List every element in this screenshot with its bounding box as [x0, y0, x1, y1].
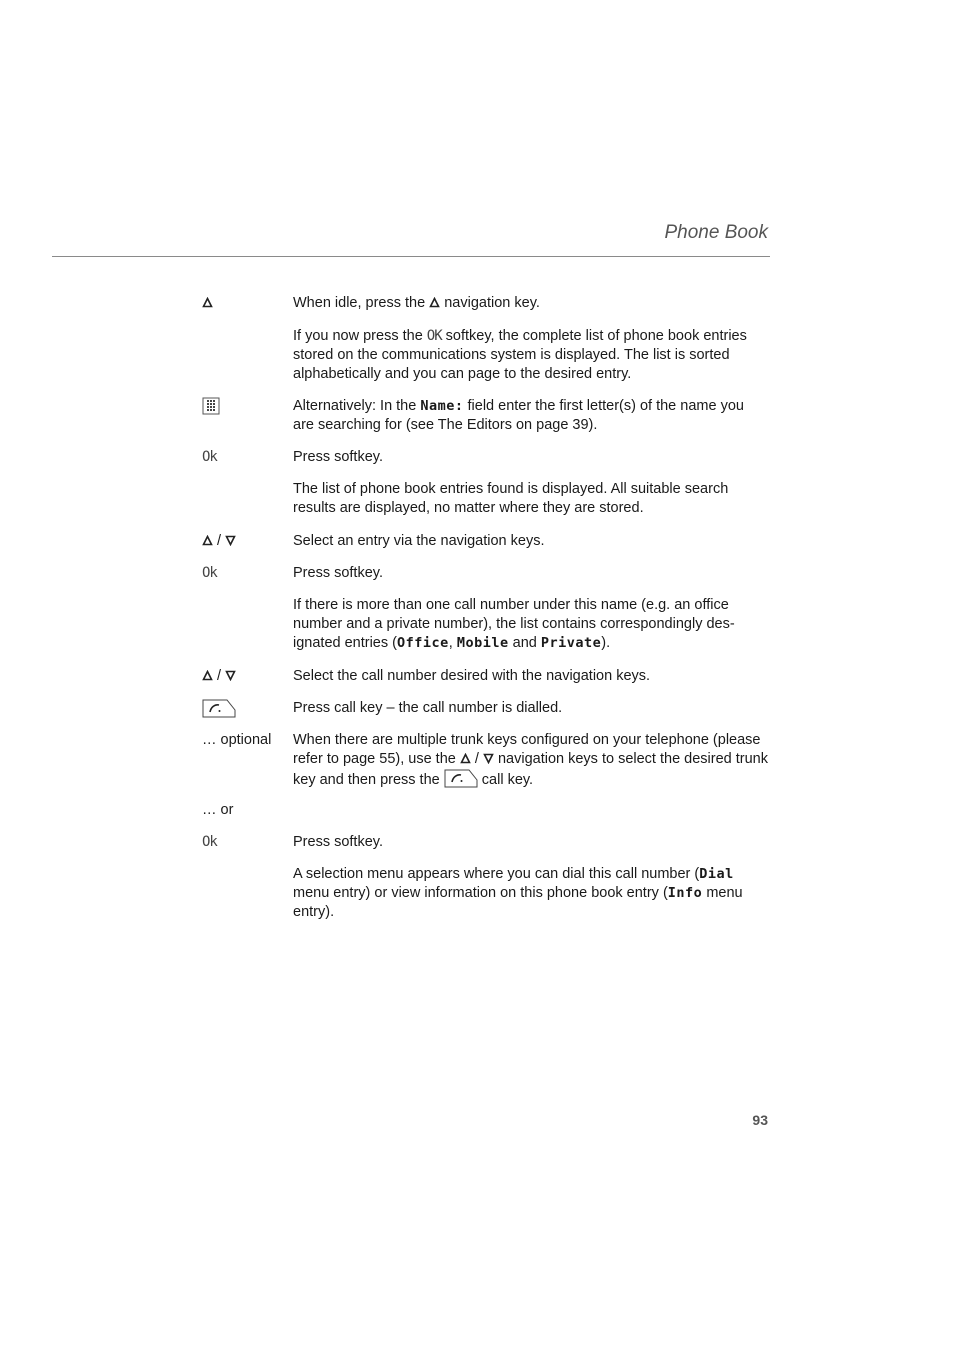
text-part: navigation keys to select the desired trunk key and then press the [293, 751, 768, 788]
step-label: … or [202, 802, 234, 818]
text-part: navigation key. [440, 295, 540, 311]
nav-down-icon [225, 535, 236, 546]
text-part: If you now press the [293, 328, 427, 344]
call-key-icon [202, 699, 236, 720]
text-part: When there are multiple trunk keys configured on your telephone (please refer to page 55), use the [293, 732, 761, 767]
nav-up-icon [460, 753, 471, 764]
icon-separator: / [217, 668, 222, 684]
header-divider [52, 256, 770, 257]
text-part: field enter the first letter(s) of the name you are searching for (see The Editors on page 39). [293, 398, 744, 433]
nav-up-icon [202, 535, 213, 546]
step-text [293, 731, 768, 790]
menu-dial-term: Dial [699, 866, 734, 882]
step-label: … optional [202, 732, 272, 748]
nav-down-icon [483, 753, 494, 764]
entry-private-term: Private [540, 635, 602, 651]
nav-up-down-icons [202, 667, 236, 686]
page-number: 93 [752, 1112, 768, 1128]
text-part: Alternatively: In the [293, 398, 421, 414]
nav-down-icon [225, 670, 236, 681]
nav-up-down-icons [202, 532, 236, 551]
step-text: Select an entry via the navigation keys. [293, 533, 545, 549]
step-text: Press call key – the call number is dialled. [293, 700, 563, 716]
call-key-icon [444, 769, 478, 788]
ok-softkey-icon: Ok [202, 834, 217, 850]
step-text: The list of phone book entries found is displayed. All suitable search results are displayed, no matter where they are stored. [293, 481, 729, 516]
menu-info-term: Info [667, 885, 703, 901]
step-text [293, 294, 768, 313]
step-text [293, 596, 768, 653]
ok-softkey-icon: Ok [202, 449, 217, 465]
field-name-term: Name: [420, 398, 464, 414]
step-text: Press softkey. [293, 449, 383, 465]
page-header-title: Phone Book [664, 222, 768, 243]
entry-mobile-term: Mobile [456, 635, 509, 651]
text-part: , [448, 635, 457, 651]
nav-up-icon [202, 670, 213, 681]
text-part: When idle, press the [293, 295, 430, 311]
text-part: call key. [477, 772, 534, 788]
inline-ok-softkey: OK [426, 328, 442, 344]
step-text: Select the call number desired with the navigation keys. [293, 668, 651, 684]
keypad-icon [202, 397, 220, 418]
text-part: menu entry) or view information on this phone book entry ( [293, 885, 668, 901]
step-text [293, 397, 768, 435]
step-text: Press softkey. [293, 565, 383, 581]
step-text [293, 327, 768, 384]
icon-separator: / [217, 533, 222, 549]
ok-softkey-icon: Ok [202, 565, 217, 581]
text-part: softkey, the complete list of phone book entries stored on the communications system is displayed. The list is sorted alphabetically and you can page to the desired entry. [293, 328, 747, 382]
step-text: Press softkey. [293, 834, 383, 850]
nav-up-icon [429, 297, 440, 308]
nav-up-icon [202, 294, 213, 313]
text-part: menu entry). [293, 885, 743, 920]
text-part: If there is more than one call number under this name (e.g. an office number and a private number), the list contains correspondingly des-ignated entries ( [293, 597, 735, 651]
entry-office-term: Office [396, 635, 449, 651]
text-part: and [508, 635, 541, 651]
text-part: ). [601, 635, 611, 651]
step-text [293, 865, 768, 922]
icon-separator: / [474, 751, 479, 767]
text-part: A selection menu appears where you can dial this call number ( [293, 866, 700, 882]
